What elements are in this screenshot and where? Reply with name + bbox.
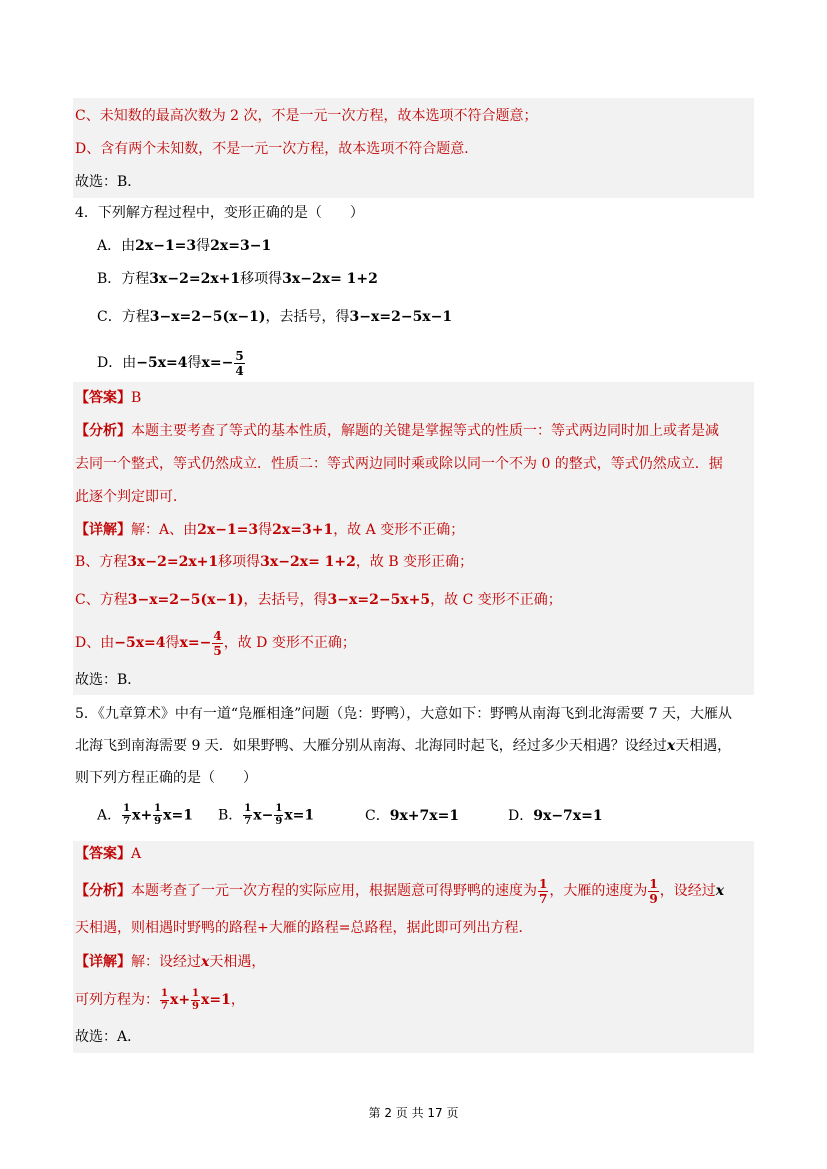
q5-a-frac-2-num: 1: [154, 803, 162, 814]
q5-detail-1-post: 天相遇，: [209, 954, 266, 970]
q4-detail-c-pre: C、方程: [75, 592, 128, 608]
q4-d-numerator: 5: [235, 348, 244, 363]
q4-detail-d-eq2: x=−: [179, 635, 212, 651]
q4-detail-b-pre: B、方程: [75, 554, 128, 570]
q4-d-eq2: x=−: [201, 355, 234, 371]
q4-detail-b-mid: 移项得: [218, 554, 261, 570]
q4-choose: 故选：B．: [75, 672, 142, 688]
page-footer: 第 2 页 共 17 页: [368, 1106, 459, 1120]
q4-detail-d-numerator: 4: [213, 628, 222, 643]
q5-choose: 故选：A．: [75, 1029, 142, 1045]
q5-stem-2-post: 天相遇，: [675, 738, 732, 754]
q4-analysis-line-3: 此逐个判定即可．: [75, 489, 187, 505]
q5-c-label: C．: [365, 808, 390, 824]
q5-detail-frac-1-num: 1: [161, 987, 168, 999]
q5-stem-line-1: 5．《九章算术》中有一道“凫雁相逢”问题（凫：野鸭），大意如下：野鸭从南海飞到北海需要 7 天，大雁从: [75, 706, 733, 722]
q4-detail-a-post: ，故 A 变形不正确；: [333, 522, 465, 538]
q5-b-label: B．: [218, 807, 243, 824]
q4-d-denominator: 4: [235, 363, 244, 378]
q4-d-fraction: [234, 350, 244, 377]
q4-analysis-text-1: 本题主要考查了等式的基本性质，解题的关键是掌握等式的性质一：等式两边同时加上或者是减: [131, 423, 719, 439]
q5-b-frac-1-num: 1: [244, 803, 252, 814]
q4-detail-c-eq2: 3−x=2−5x+5: [327, 592, 431, 608]
q5-b-frac-2-den: 9: [275, 816, 283, 827]
q5-detail-label: 【详解】: [75, 954, 131, 970]
q4-detail-d: [75, 628, 356, 658]
prev-choose: 故选：B．: [75, 174, 142, 190]
q5-answer: [75, 844, 141, 864]
q4-detail-b: [75, 552, 473, 572]
q4-d-eq1: −5x=4: [136, 355, 188, 371]
q5-detail-xeq1: x=1: [201, 992, 231, 1008]
q5-detail-frac-2-den: 9: [192, 1000, 200, 1012]
q4-b-eq2: 3x−2x= 1+2: [282, 271, 378, 287]
q5-stem-line-2: [75, 736, 731, 756]
q4-detail-a-eq2: 2x=3+1: [272, 522, 334, 538]
q4-detail-c: [75, 590, 562, 610]
q4-detail-d-pre: D、由: [75, 635, 115, 651]
q4-detail-d-mid: 得: [165, 635, 180, 651]
q5-detail-2-text: 可列方程为：: [75, 992, 159, 1008]
q4-d-mid: 得: [187, 355, 202, 371]
q5-b-xeq1: x=1: [284, 807, 315, 824]
q4-detail-label: 【详解】: [75, 522, 131, 538]
q5-b-xminus: x−: [253, 807, 274, 824]
q4-c-eq1: 3−x=2−5(x−1): [149, 309, 266, 325]
q5-analysis-line-2: 天相遇，则相遇时野鸭的路程+大雁的路程=总路程，据此即可列出方程．: [75, 920, 533, 936]
q4-detail-a: [75, 520, 464, 540]
q4-d-pre: D．由: [97, 355, 137, 371]
q5-detail-var-x: x: [201, 954, 210, 970]
q4-detail-c-post: ，故 C 变形不正确；: [430, 592, 562, 608]
q5-detail-frac-2-num: 1: [192, 987, 200, 999]
q4-detail-d-denominator: 5: [213, 643, 222, 658]
prev-option-c-explanation: C、未知数的最高次数为 2 次，不是一元一次方程，故本选项不符合题意；: [75, 108, 538, 124]
q5-d-label: D．: [508, 808, 534, 824]
q5-detail-1-text: 解：设经过: [131, 954, 201, 970]
q5-detail-line-1: [75, 952, 265, 972]
q5-analysis-label: 【分析】: [75, 883, 131, 899]
q4-stem: 4．下列解方程过程中，变形正确的是（ ）: [75, 205, 364, 221]
q5-detail-line-2: [75, 985, 245, 1015]
q4-detail-b-post: ，故 B 变形正确；: [355, 554, 474, 570]
q4-answer-label: 【答案】: [75, 390, 131, 406]
q5-b-frac-1-den: 7: [244, 816, 252, 827]
q5-b-frac-1: [243, 804, 252, 827]
q5-a-label: A．: [97, 807, 122, 824]
q4-c-mid: ，去括号，得: [265, 309, 350, 325]
q4-b-eq1: 3x−2=2x+1: [149, 271, 241, 287]
q5-option-b: [218, 804, 314, 827]
q4-b-pre: B．方程: [97, 271, 150, 287]
q5-stem-line-3: 则下列方程正确的是（ ）: [75, 770, 257, 786]
q5-analysis-line-1: [75, 876, 724, 906]
q4-a-eq2: 2x=3−1: [210, 238, 272, 254]
q5-solution-block: [73, 841, 754, 1053]
q5-analysis-var-x: x: [715, 883, 725, 899]
q4-detail-a-eq1: 2x−1=3: [197, 522, 259, 538]
q4-answer: [75, 388, 141, 408]
q5-option-d: [508, 806, 603, 826]
q4-a-eq1: 2x−1=3: [135, 238, 197, 254]
q5-analysis-text-1b: ，大雁的速度为: [549, 883, 648, 899]
q4-detail-b-eq1: 3x−2=2x+1: [127, 554, 219, 570]
q5-detail-frac-1-den: 7: [161, 1000, 168, 1012]
q5-analysis-text-1: 本题考查了一元一次方程的实际应用，根据题意可得野鸭的速度为: [131, 883, 537, 899]
q4-analysis-line-1: [75, 421, 719, 441]
q5-detail-xplus: x+: [169, 992, 191, 1008]
q4-detail-a-pre: 解：A、由: [131, 522, 198, 538]
q5-stem-var-x: x: [666, 738, 676, 754]
q5-b-frac-2-num: 1: [275, 803, 283, 814]
q5-a-xeq1: x=1: [163, 807, 193, 824]
q4-option-b: [97, 269, 378, 289]
q5-detail-2-post: ，: [230, 992, 245, 1008]
q4-c-pre: C．方程: [97, 309, 150, 325]
q5-detail-frac-2: [191, 989, 200, 1012]
q4-option-a: [97, 236, 271, 256]
q4-c-eq2: 3−x=2−5x−1: [349, 309, 453, 325]
q4-option-c: [97, 307, 452, 327]
q4-a-mid: 得: [196, 238, 211, 254]
q5-a-frac-2: [153, 804, 162, 827]
q5-a-frac-1-den: 7: [123, 816, 131, 827]
q5-stem-2-text: 北海飞到南海需要 9 天．如果野鸭、大雁分别从南海、北海同时起飞，经过多少天相遇？设经过: [75, 738, 667, 754]
q5-d-eq: 9x−7x=1: [533, 808, 603, 824]
q5-analysis-frac-goose-den: 9: [649, 891, 658, 906]
q5-a-xplus: x+: [132, 807, 153, 824]
q5-option-c: [365, 806, 459, 826]
q5-a-frac-1-num: 1: [123, 803, 131, 814]
q4-detail-d-fraction: [212, 630, 222, 657]
q4-detail-c-eq1: 3−x=2−5(x−1): [127, 592, 244, 608]
q5-c-eq: 9x+7x=1: [389, 808, 460, 824]
q5-option-a: [97, 804, 193, 827]
q5-analysis-frac-goose-num: 1: [649, 876, 658, 891]
q5-a-frac-2-den: 9: [154, 816, 162, 827]
q4-analysis-label: 【分析】: [75, 423, 131, 439]
q5-answer-value: A: [131, 846, 142, 862]
q5-answer-label: 【答案】: [75, 846, 131, 862]
q5-analysis-frac-duck: [538, 878, 548, 905]
q4-detail-d-eq1: −5x=4: [114, 635, 166, 651]
q5-b-frac-2: [274, 804, 283, 827]
q4-a-pre: A．由: [97, 238, 136, 254]
q4-detail-c-mid: ，去括号，得: [243, 592, 328, 608]
q4-detail-d-post: ，故 D 变形不正确；: [223, 635, 356, 651]
q4-analysis-line-2: 去同一个整式，等式仍然成立．性质二：等式两边同时乘或除以同一个不为 0 的整式，等式仍然成立．据: [75, 456, 723, 472]
q5-analysis-frac-goose: [648, 878, 658, 905]
q4-detail-a-mid: 得: [258, 522, 273, 538]
q4-detail-b-eq2: 3x−2x= 1+2: [260, 554, 356, 570]
q5-detail-frac-1: [160, 989, 169, 1012]
q5-analysis-text-1c: ，设经过: [659, 883, 716, 899]
prev-option-d-explanation: D、含有两个未知数，不是一元一次方程，故本选项不符合题意．: [75, 141, 479, 157]
q5-a-frac-1: [122, 804, 131, 827]
q5-analysis-frac-duck-num: 1: [539, 876, 548, 891]
q4-b-mid: 移项得: [240, 271, 283, 287]
q4-option-d: [97, 348, 246, 378]
q4-answer-value: B: [131, 390, 142, 406]
q5-analysis-frac-duck-den: 7: [539, 891, 548, 906]
